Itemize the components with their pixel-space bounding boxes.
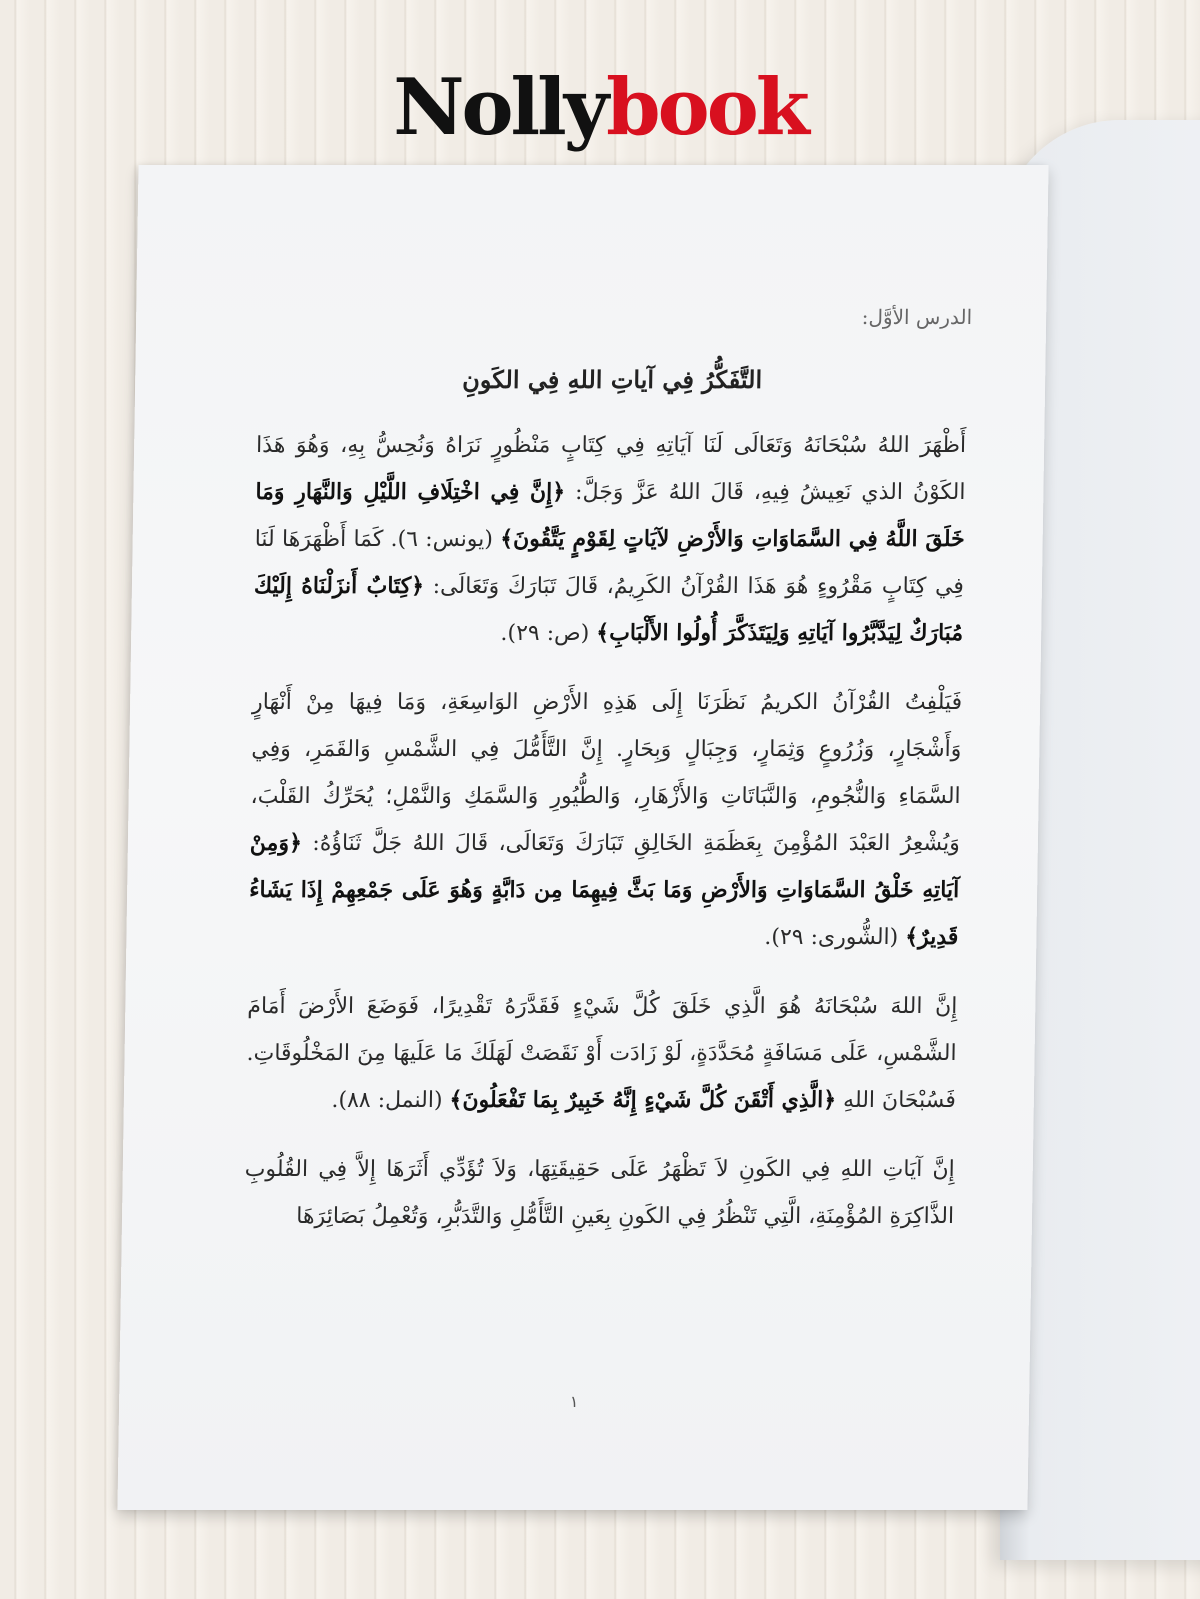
paragraph-text: (ص: ٢٩).: [500, 621, 597, 646]
quran-verse: ﴿كِتَابٌ أَنزَلْنَاهُ إِلَيْكَ مُبَارَكٌ لِيَدَّبَّرُوا آيَاتِهِ وَلِيَتَذَكَّرَ أُولُوا الأَلْبَابِ﴾: [253, 573, 964, 646]
quran-verse: ﴿الَّذِي أَتْقَنَ كُلَّ شَيْءٍ إِنَّهُ خَبِيرٌ بِمَا تَفْعَلُونَ﴾: [449, 1087, 837, 1113]
paragraph: [248, 679, 962, 961]
quran-verse: ﴿وَمِنْ آيَاتِهِ خَلْقُ السَّمَاوَاتِ وَالأَرْضِ وَمَا بَثَّ فِيهِمَا مِن دَابَّةٍ وَهُوَ عَلَى جَمْعِهِمْ إِذَا يَشَاءُ قَدِيرٌ﴾: [248, 830, 960, 950]
paragraph: [245, 983, 957, 1124]
book-page: [117, 165, 1048, 1510]
paragraphs: [244, 422, 967, 1240]
page-title: التَّفَكُّرُ فِي آياتِ اللهِ فِي الكَونِ: [462, 365, 763, 394]
paragraph-text: (النمل: ٨٨).: [331, 1088, 450, 1113]
page-number: ١: [569, 1392, 579, 1411]
paragraph-text: أَظْهَرَ اللهُ سُبْحَانَهُ وَتَعَالَى لَنَا آيَاتِهِ فِي كِتَابٍ مَنْظُورٍ نَرَاهُ وَنُحِسُّ بِهِ، وَهُوَ هَذَا الكَوْنُ الذي نَعِيشُ فِيهِ، قَالَ اللهُ عَزَّ وَجَلَّ:: [255, 433, 967, 505]
paragraph-text: (يونس: ٦). كَمَا أَظْهَرَهَا لَنَا فِي كِتَابٍ مَقْرُوءٍ هُوَ هَذَا القُرْآنُ الكَرِيمُ، قَالَ تَبَارَكَ وَتَعَالَى:: [254, 527, 965, 599]
paragraph: [244, 1146, 955, 1240]
brand-logo-part2: book: [606, 62, 807, 153]
lesson-label: الدرس الأوَّل:: [861, 305, 973, 329]
paragraph-text: (الشُّورى: ٢٩).: [764, 925, 906, 950]
brand-logo: [0, 62, 1200, 153]
paragraph-text: إِنَّ آيَاتِ اللهِ فِي الكَونِ لاَ تَظْهَرُ عَلَى حَقِيقَتِهَا، وَلاَ تُؤَدِّي أَثَرَهَا إِلاَّ فِي القُلُوبِ الذَّاكِرَةِ المُؤْمِنَةِ، الَّتِي تَنْظُرُ فِي الكَونِ بِعَينِ التَّأَمُّلِ وَالتَّدَبُّرِ، وَتُعْمِلُ بَصَائِرَهَا: [244, 1157, 955, 1229]
quran-verse: ﴿إِنَّ فِي اخْتِلَافِ اللَّيْلِ وَالنَّهَارِ وَمَا خَلَقَ اللَّهُ فِي السَّمَاوَاتِ وَالأَرْضِ لآيَاتٍ لِقَوْمٍ يَتَّقُونَ﴾: [255, 479, 965, 552]
brand-logo-part1: Nolly: [393, 62, 607, 153]
paragraph-text: إِنَّ اللهَ سُبْحَانَهُ هُوَ الَّذِي خَلَقَ كُلَّ شَيْءٍ فَقَدَّرَهُ تَقْدِيرًا، فَوَضَعَ الأَرْضَ أَمَامَ الشَّمْسِ، عَلَى مَسَافَةٍ مُحَدَّدَةٍ، لَوْ زَادَت أَوْ نَقَصَتْ لَهَلَكَ مَا عَلَيهَا مِنَ المَخْلُوقَاتِ. فَسُبْحَانَ اللهِ: [246, 994, 958, 1113]
paragraph-text: فَيَلْفِتُ القُرْآنُ الكريمُ نَظَرَنَا إِلَى هَذِهِ الأَرْضِ الوَاسِعَةِ، وَمَا فِيهَا مِنْ أَنْهَارٍ وَأَشْجَارٍ، وَزُرُوعٍ وَثِمَارٍ، وَجِبَالٍ وَبِحَارٍ. إِنَّ التَّأَمُّلَ فِي الشَّمْسِ وَالقَمَرِ، وَفِي السَّمَاءِ وَالنُّجُومِ، وَالنَّبَاتَاتِ وَالأَزْهَارِ، وَالطُّيُورِ وَالسَّمَكِ وَالنَّمْلِ؛ يُحَرِّكُ القَلْبَ، وَيُشْعِرُ العَبْدَ المُؤْمِنَ بِعَظَمَةِ الخَالِقِ تَبَارَكَ وَتَعَالَى، قَالَ اللهُ جَلَّ ثَنَاؤُهُ:: [250, 690, 963, 856]
page-content: [243, 305, 973, 1262]
paragraph: [253, 422, 967, 657]
